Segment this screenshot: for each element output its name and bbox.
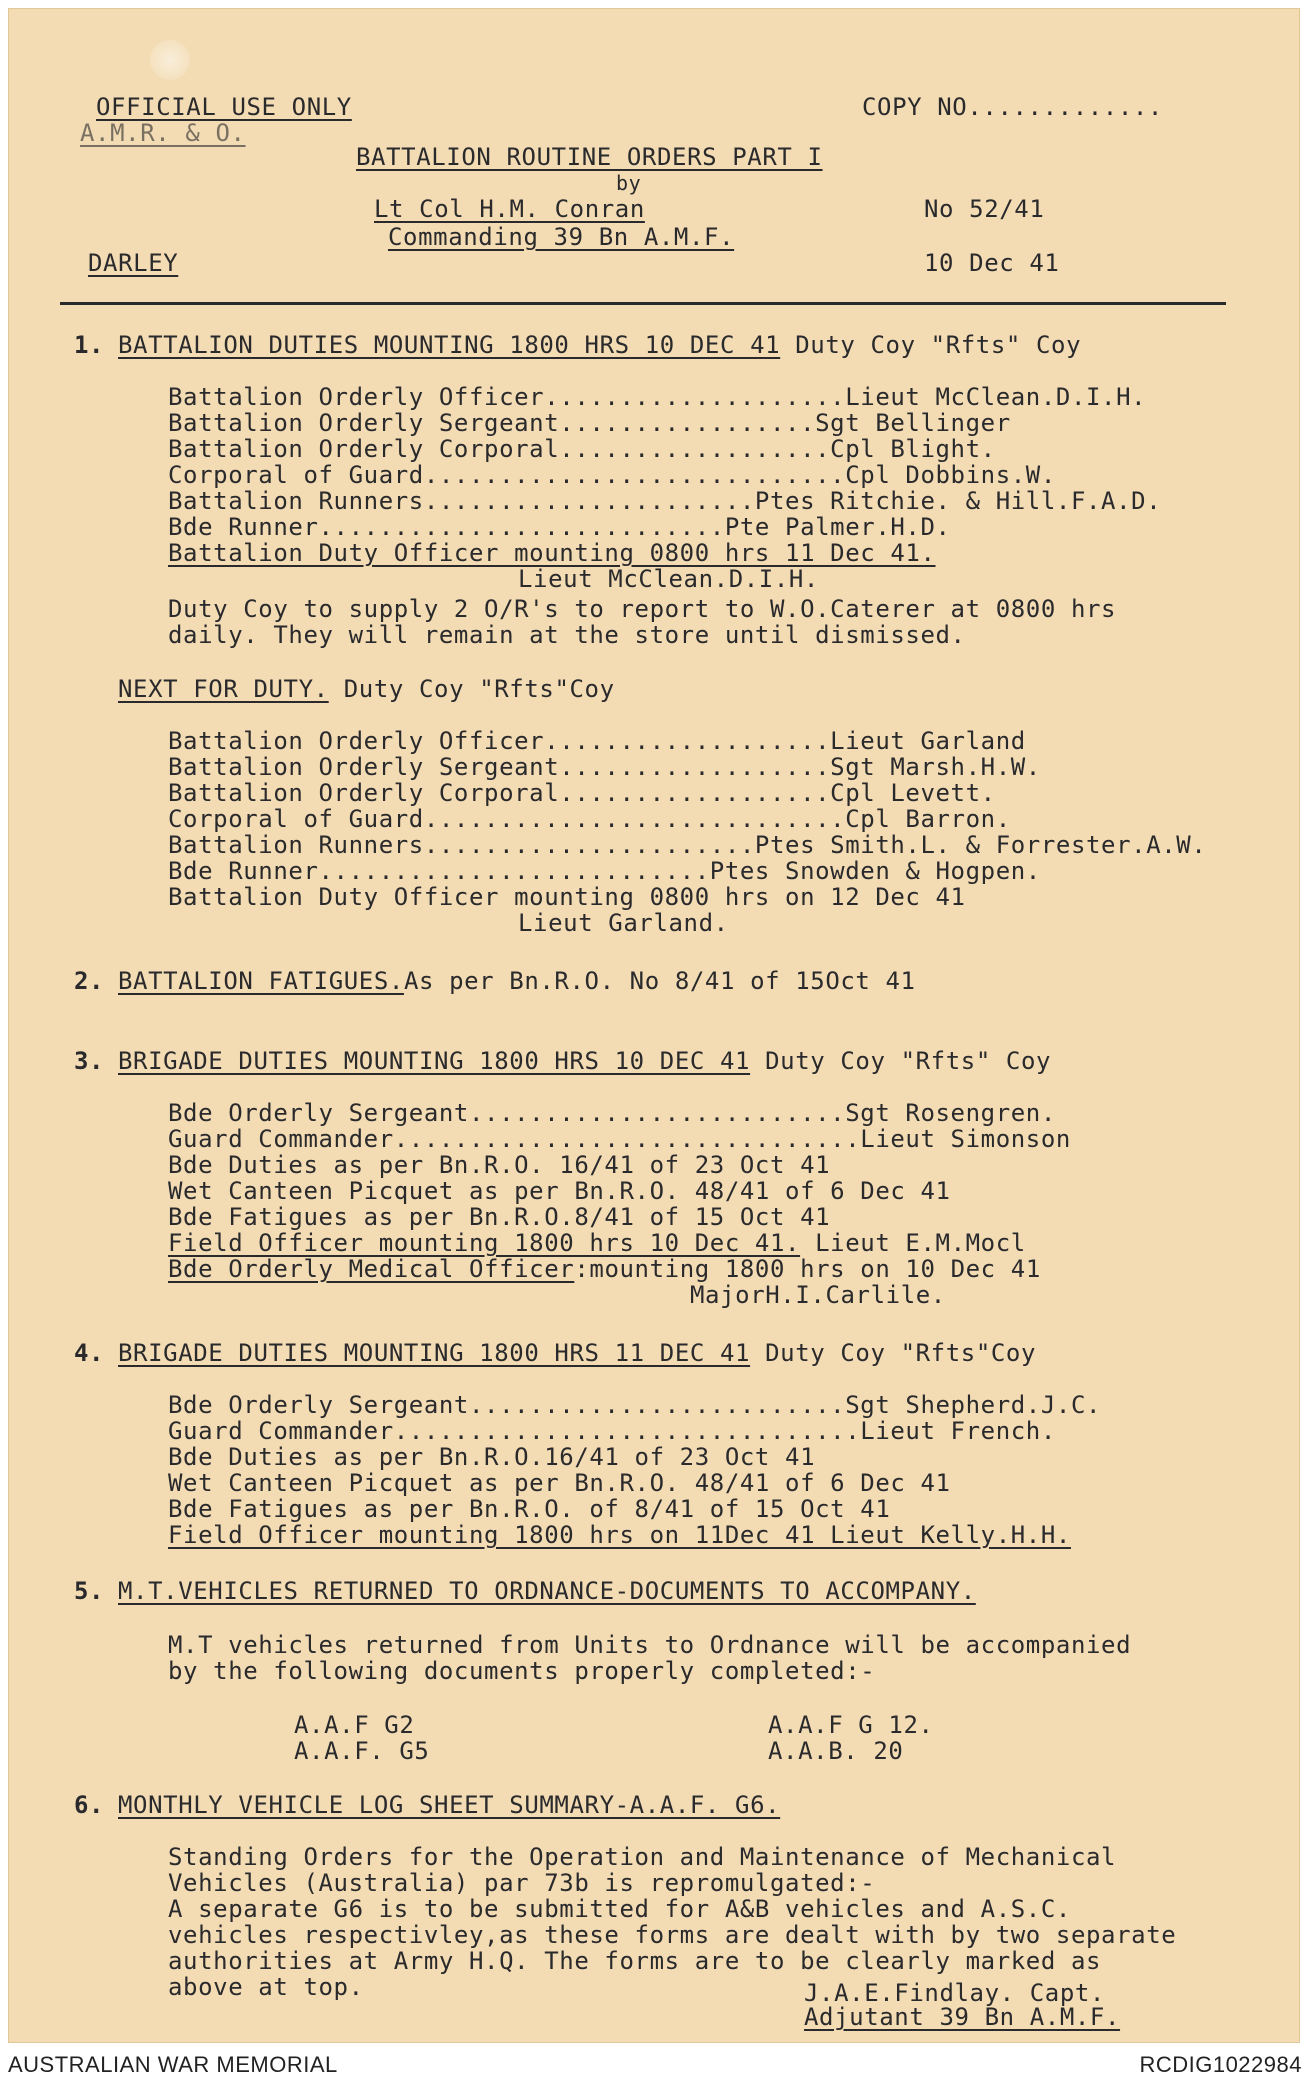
paper-stain (150, 40, 190, 80)
s5-line: M.T vehicles returned from Units to Ordnance will be accompanied (168, 1631, 1132, 1659)
s1-line: Bde Runner...........................Pte Palmer.H.D. (168, 513, 951, 541)
s1-duty-officer-name: Lieut McClean.D.I.H. (518, 565, 819, 593)
s3-medical-line (168, 1256, 1041, 1282)
s1-supply-line: daily. They will remain at the store until dismissed. (168, 621, 966, 649)
section-2-title: BATTALION FATIGUES. (118, 967, 404, 995)
order-date: 10 Dec 41 (924, 249, 1060, 277)
by-label: by (616, 171, 642, 195)
section-3-heading (118, 1048, 1051, 1074)
section-4-duty-coy: Duty Coy "Rfts"Coy (750, 1339, 1037, 1367)
commanding-unit: Commanding 39 Bn A.M.F. (388, 223, 735, 251)
s3-line: Bde Orderly Sergeant.........................Sgt Rosengren. (168, 1099, 1056, 1127)
s1-supply-line: Duty Coy to supply 2 O/R's to report to W.O.Caterer at 0800 hrs (168, 595, 1117, 623)
s3-line: Bde Duties as per Bn.R.O. 16/41 of 23 Oct 41 (168, 1151, 831, 1179)
next-line: Battalion Runners......................Ptes Smith.L. & Forrester.A.W. (168, 831, 1207, 859)
amr-stamp: A.M.R. & O. (80, 119, 246, 147)
s6-line: Standing Orders for the Operation and Maintenance of Mechanical (168, 1843, 1117, 1871)
s3-medical-name: MajorH.I.Carlile. (690, 1281, 946, 1309)
section-3-duty-coy: Duty Coy "Rfts" Coy (750, 1047, 1052, 1075)
signature-role: Adjutant 39 Bn A.M.F. (804, 2003, 1121, 2031)
s5-document: A.A.F G 12. (768, 1711, 934, 1739)
section-6-title: MONTHLY VEHICLE LOG SHEET SUMMARY-A.A.F. G6. (118, 1791, 781, 1819)
section-4-title: BRIGADE DUTIES MOUNTING 1800 HRS 11 DEC 41 (118, 1339, 751, 1367)
s3-line: Guard Commander...............................Lieut Simonson (168, 1125, 1071, 1153)
section-1-duty-coy: Duty Coy "Rfts" Coy (780, 331, 1082, 359)
section-4-number: 4. (74, 1339, 105, 1367)
section-4-heading (118, 1340, 1036, 1366)
s1-line: Battalion Orderly Sergeant.................Sgt Bellinger (168, 409, 1011, 437)
section-1-number: 1. (74, 331, 105, 359)
next-line: Corporal of Guard............................Cpl Barron. (168, 805, 1011, 833)
s5-line: by the following documents properly completed:- (168, 1657, 876, 1685)
s4-field-officer: Field Officer mounting 1800 hrs on 11Dec 41 Lieut Kelly.H.H. (168, 1521, 1071, 1549)
header-divider (60, 302, 1226, 305)
section-5-number: 5. (74, 1577, 105, 1605)
s3-line: Wet Canteen Picquet as per Bn.R.O. 48/41 of 6 Dec 41 (168, 1177, 951, 1205)
s1-duty-officer: Battalion Duty Officer mounting 0800 hrs 11 Dec 41. (168, 539, 936, 567)
section-6-number: 6. (74, 1791, 105, 1819)
s6-line: authorities at Army H.Q. The forms are to be clearly marked as (168, 1947, 1102, 1975)
section-5-title: M.T.VEHICLES RETURNED TO ORDNANCE-DOCUMENTS TO ACCOMPANY. (118, 1577, 976, 1605)
s3-line: Bde Fatigues as per Bn.R.O.8/41 of 15 Oct 41 (168, 1203, 831, 1231)
s6-line: vehicles respectivley,as these forms are dealt with by two separate (168, 1921, 1177, 1949)
s5-document: A.A.F G2 (294, 1711, 415, 1739)
signature-name: J.A.E.Findlay. Capt. (804, 1979, 1105, 2007)
copy-number: COPY NO............. (862, 93, 1163, 121)
s1-line: Battalion Orderly Officer....................Lieut McClean.D.I.H. (168, 383, 1147, 411)
next-line: Battalion Duty Officer mounting 0800 hrs on 12 Dec 41 (168, 883, 966, 911)
next-officer-name: Lieut Garland. (518, 909, 729, 937)
section-1-title: BATTALION DUTIES MOUNTING 1800 HRS 10 DEC 41 (118, 331, 781, 359)
next-for-duty-title: NEXT FOR DUTY. (118, 675, 329, 703)
s6-line: A separate G6 is to be submitted for A&B vehicles and A.S.C. (168, 1895, 1071, 1923)
section-2-text: As per Bn.R.O. No 8/41 of 15Oct 41 (403, 967, 916, 995)
s3-medical-officer: Bde Orderly Medical Officer (168, 1255, 575, 1283)
s3-medical-mounting: :mounting 1800 hrs on 10 Dec 41 (574, 1255, 1041, 1283)
section-2-number: 2. (74, 967, 105, 995)
orders-title: BATTALION ROUTINE ORDERS PART I (356, 143, 823, 171)
order-number: No 52/41 (924, 195, 1045, 223)
s4-line: Wet Canteen Picquet as per Bn.R.O. 48/41 of 6 Dec 41 (168, 1469, 951, 1497)
s3-field-officer-line (168, 1230, 1026, 1256)
s3-field-officer: Field Officer mounting 1800 hrs 10 Dec 41. (168, 1229, 801, 1257)
footer-source: AUSTRALIAN WAR MEMORIAL (8, 2052, 338, 2077)
next-for-duty-heading (118, 676, 615, 702)
s1-line: Corporal of Guard............................Cpl Dobbins.W. (168, 461, 1056, 489)
s4-line: Guard Commander...............................Lieut French. (168, 1417, 1056, 1445)
s5-document: A.A.B. 20 (768, 1737, 904, 1765)
section-2-heading (118, 968, 916, 994)
s6-line: above at top. (168, 1973, 364, 2001)
s5-document: A.A.F. G5 (294, 1737, 430, 1765)
next-line: Battalion Orderly Sergeant..................Sgt Marsh.H.W. (168, 753, 1041, 781)
commander-name: Lt Col H.M. Conran (374, 195, 645, 223)
s4-line: Bde Duties as per Bn.R.O.16/41 of 23 Oct 41 (168, 1443, 816, 1471)
section-3-number: 3. (74, 1047, 105, 1075)
s1-line: Battalion Runners......................Ptes Ritchie. & Hill.F.A.D. (168, 487, 1162, 515)
next-line: Battalion Orderly Officer...................Lieut Garland (168, 727, 1026, 755)
footer-id: RCDIG1022984 (1139, 2052, 1302, 2077)
next-line: Bde Runner..........................Ptes Snowden & Hogpen. (168, 857, 1041, 885)
next-line: Battalion Orderly Corporal..................Cpl Levett. (168, 779, 996, 807)
section-3-title: BRIGADE DUTIES MOUNTING 1800 HRS 10 DEC 41 (118, 1047, 751, 1075)
s1-line: Battalion Orderly Corporal..................Cpl Blight. (168, 435, 996, 463)
s6-line: Vehicles (Australia) par 73b is repromulgated:- (168, 1869, 876, 1897)
s4-line: Bde Orderly Sergeant.........................Sgt Shepherd.J.C. (168, 1391, 1102, 1419)
section-1-heading (118, 332, 1081, 358)
next-duty-coy: Duty Coy "Rfts"Coy (328, 675, 615, 703)
s4-line: Bde Fatigues as per Bn.R.O. of 8/41 of 15 Oct 41 (168, 1495, 891, 1523)
document-page (8, 8, 1300, 2043)
official-use-label: OFFICIAL USE ONLY (96, 93, 352, 121)
location: DARLEY (88, 249, 179, 277)
s3-field-officer-name: Lieut E.M.Mocl (800, 1229, 1026, 1257)
